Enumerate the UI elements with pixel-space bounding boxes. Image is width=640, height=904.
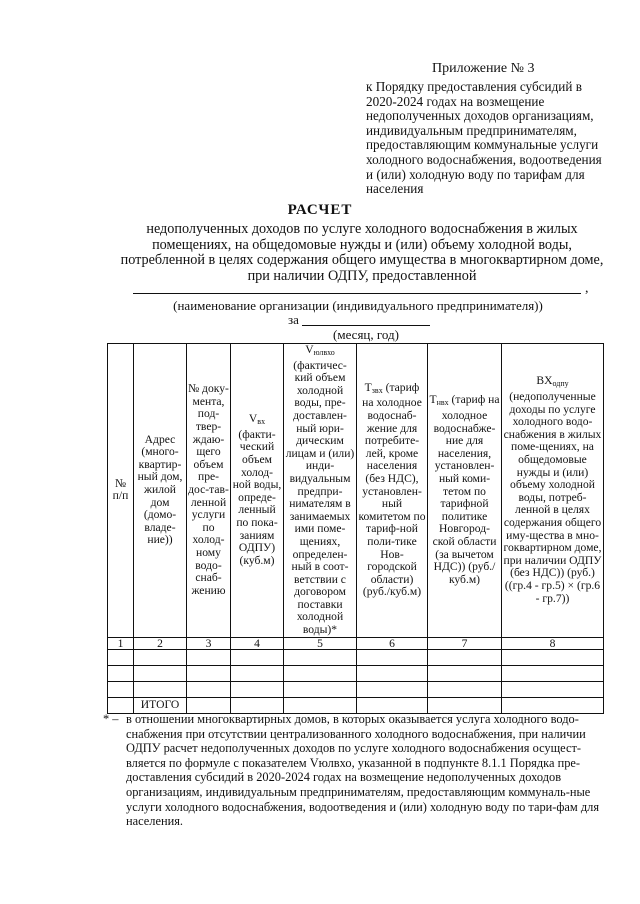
footnote: [103, 712, 608, 829]
organization-name-blank-line: [133, 293, 581, 294]
column-number: 2: [134, 637, 187, 649]
footnote-text: в отношении многоквартирных домов, в которых оказывается услуга холодного водо-снабжения при отсутствии централизованного холодного водоснабжения, при наличии ОДПУ расчет недополученных доходов по услуге холодного водоснабжения осущест-вляется по формуле с показателем Vюлвхо, указанной в подпункте 8.1.1 Порядка пре-доставления субсидий в 2020-2024 годах на возмещение недополученных доходов организациям, индивидуальным предпринимателям, предоставляющим коммуналь-ные услуги холодного водоснабжения, водоотведения и (или) холодную воду по тари-фам для населения.: [126, 712, 600, 829]
document-subtitle: недополученных доходов по услуге холодного водоснабжения в жилых помещениях, на общедомовые нужды и (или) объему холодной воды, потребленной в целях содержания общего имущества в многоквартирном доме, при наличии ОДПУ, предоставленной: [120, 221, 604, 284]
table-cell: [231, 681, 284, 697]
table-cell: [134, 665, 187, 681]
table-cell: [108, 681, 134, 697]
document-title: РАСЧЕТ: [287, 202, 353, 218]
table-cell: [428, 649, 502, 665]
table-cell: [357, 697, 428, 713]
table-cell: [187, 665, 231, 681]
table-cell: [357, 681, 428, 697]
column-number: 3: [187, 637, 231, 649]
table-cell: [502, 649, 604, 665]
column-number: 1: [108, 637, 134, 649]
table-cell: [134, 681, 187, 697]
column-number: 6: [357, 637, 428, 649]
table-cell: [284, 649, 357, 665]
table-cell: [108, 649, 134, 665]
table-cell: [187, 681, 231, 697]
header-cell-t-nvh: $T_{нвх}$ (тариф на холодное водоснабже-ние для населения, установлен-ный коми-тетом по тарифной политике Новгород-ской области (за вычетом НДС)) (руб./куб.м): [428, 344, 502, 638]
column-number-row: [108, 637, 604, 649]
table-cell: [284, 697, 357, 713]
header-cell-v-yulvho: $V_{юлвхо}$ (фактичес-кий объем холодной воды, пре-доставлен-ный юри-дическим лицам и (или) инди-видуальным предпри-нимателям в занимаемых ими поме-щениях, определен-ный в соот-ветствии с договором поставки холодной воды)*: [284, 344, 357, 638]
column-number: 4: [231, 637, 284, 649]
table-cell: [357, 665, 428, 681]
calculation-table: [107, 343, 604, 714]
header-cell-document-number: № доку-мента, под-твер-ждаю-щего объем пре-дос-тав-ленной услуги по холод-ному водо-снаб-жению: [187, 344, 231, 638]
table-row: [108, 681, 604, 697]
table-cell: [187, 697, 231, 713]
header-cell-number: № п/п: [108, 344, 134, 638]
column-number: 8: [502, 637, 604, 649]
header-cell-bx-odpu: $BX_{одпу}$ (недополученные доходы по услуге холодного водо-снабжения в жилых поме-щениях, на общедомовые нужды и (или) объему холодной воды, потреб-ленной в целях содержания общего иму-щества в мно-гоквартирном доме, при наличии ОДПУ (без НДС)) (руб.) ((гр.4 - гр.5) × (гр.6 - гр.7)): [502, 344, 604, 638]
table-cell: [231, 649, 284, 665]
period-prefix: за: [288, 312, 299, 327]
total-row: [108, 697, 604, 713]
column-number: 7: [428, 637, 502, 649]
table-cell: [428, 697, 502, 713]
table-row: [108, 649, 604, 665]
table-cell: [231, 697, 284, 713]
table-cell: [502, 665, 604, 681]
table-cell: [502, 681, 604, 697]
table-cell: [187, 649, 231, 665]
header-cell-address: Адрес (много-квартир-ный дом, жилой дом (домо-владе-ние)): [134, 344, 187, 638]
footnote-mark: * –: [103, 712, 119, 726]
table-cell: [502, 697, 604, 713]
organization-line-comma: ,: [585, 281, 589, 296]
column-number: 5: [284, 637, 357, 649]
table-row: [108, 665, 604, 681]
period-blank-line: [302, 325, 430, 326]
total-label: ИТОГО: [134, 697, 187, 713]
table-cell: [428, 665, 502, 681]
table-cell: [284, 665, 357, 681]
table-cell: [108, 697, 134, 713]
header-cell-t-zvh: $T_{звх}$ (тариф на холодное водоснаб-жение для потребите-лей, кроме населения (без НДС), установлен-ный комитетом по тариф-ной поли-тике Нов-городской области) (руб./куб.м): [357, 344, 428, 638]
table-cell: [428, 681, 502, 697]
header-cell-v-vh: $V_{вх}$ (факти-ческий объем холод-ной воды, опреде-ленный по пока-заниям ОДПУ) (куб.м): [231, 344, 284, 638]
appendix-title: Приложение № 3: [432, 61, 535, 76]
table-cell: [134, 649, 187, 665]
table-cell: [231, 665, 284, 681]
organization-name-caption: (наименование организации (индивидуального предпринимателя)): [173, 298, 543, 313]
appendix-reference-text: к Порядку предоставления субсидий в 2020-2024 годах на возмещение недополученных доходов организациям, индивидуальным предпринимателям, предоставляющим коммунальные услуги холодного водоснабжения, водоотведения и (или) холодную воду по тарифам для населения: [366, 79, 602, 197]
table-cell: [108, 665, 134, 681]
table-cell: [284, 681, 357, 697]
table-cell: [357, 649, 428, 665]
table-header-row: [108, 344, 604, 638]
period-caption: (месяц, год): [333, 327, 399, 342]
